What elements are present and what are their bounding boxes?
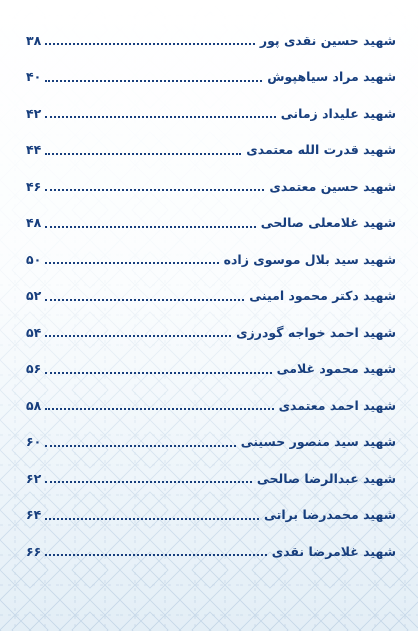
toc-entry-title: شهید حسین معتمدی <box>269 178 396 194</box>
toc-entry-title: شهید غلامرضا نقدی <box>271 543 396 559</box>
dot-leader <box>45 116 276 118</box>
toc-entry-page-number: ۵۲ <box>26 288 42 304</box>
toc-entry[interactable] <box>26 460 396 497</box>
toc-entry-page-number: ۶۲ <box>26 470 42 486</box>
toc-entry-title: شهید سید منصور حسینی <box>240 434 396 450</box>
dot-leader <box>45 408 273 410</box>
toc-entry[interactable] <box>26 387 396 424</box>
toc-entry-page-number: ۶۶ <box>26 543 42 559</box>
toc-entry[interactable] <box>26 95 396 132</box>
dot-leader <box>45 189 264 191</box>
toc-entry[interactable] <box>26 424 396 461</box>
toc-entry-title: شهید احمد خواجه گودرزی <box>236 324 396 340</box>
dot-leader <box>45 554 266 556</box>
dot-leader <box>45 518 259 520</box>
dot-leader <box>45 445 235 447</box>
toc-entry[interactable] <box>26 205 396 242</box>
toc-entry-title: شهید دکتر محمود امینی <box>249 288 396 304</box>
toc-entry-page-number: ۴۴ <box>26 142 42 158</box>
toc-entry-title: شهید عبدالرضا صالحی <box>256 470 396 486</box>
dot-leader <box>45 335 231 337</box>
toc-entry-page-number: ۶۰ <box>26 434 42 450</box>
dot-leader <box>45 153 241 155</box>
toc-entry-page-number: ۴۲ <box>26 105 42 121</box>
toc-entry[interactable] <box>26 497 396 534</box>
toc-entry[interactable] <box>26 241 396 278</box>
dot-leader <box>45 299 244 301</box>
toc-entry-page-number: ۴۶ <box>26 178 42 194</box>
toc-entry[interactable] <box>26 314 396 351</box>
toc-entry-title: شهید سید بلال موسوی زاده <box>223 251 396 267</box>
toc-entry-page-number: ۵۶ <box>26 361 42 377</box>
dot-leader <box>45 372 271 374</box>
toc-entry-title: شهید قدرت الله معتمدی <box>246 142 396 158</box>
dot-leader <box>45 226 255 228</box>
toc-entry[interactable] <box>26 278 396 315</box>
toc-entry-title: شهید علیداد زمانی <box>280 105 396 121</box>
toc-entry[interactable] <box>26 22 396 59</box>
dot-leader <box>45 80 262 82</box>
dot-leader <box>45 43 255 45</box>
toc-entry-title: شهید احمد معتمدی <box>278 397 396 413</box>
toc-entry[interactable] <box>26 59 396 96</box>
dot-leader <box>45 481 252 483</box>
toc-entry-page-number: ۵۸ <box>26 397 42 413</box>
toc-entry-title: شهید مراد سیاهپوش <box>267 69 396 85</box>
toc-entry-page-number: ۵۰ <box>26 251 42 267</box>
toc-entry-title: شهید محمود غلامی <box>276 361 396 377</box>
table-of-contents <box>26 22 396 570</box>
dot-leader <box>45 262 218 264</box>
toc-entry-title: شهید غلامعلی صالحی <box>260 215 396 231</box>
toc-entry-page-number: ۴۰ <box>26 69 42 85</box>
toc-entry[interactable] <box>26 132 396 169</box>
toc-entry[interactable] <box>26 351 396 388</box>
toc-entry[interactable] <box>26 533 396 570</box>
toc-entry-page-number: ۴۸ <box>26 215 42 231</box>
toc-entry-title: شهید حسین نقدی پور <box>259 32 396 48</box>
toc-entry-page-number: ۵۴ <box>26 324 42 340</box>
toc-entry-page-number: ۳۸ <box>26 32 42 48</box>
toc-entry[interactable] <box>26 168 396 205</box>
toc-entry-title: شهید محمدرضا براتی <box>264 507 396 523</box>
toc-entry-page-number: ۶۴ <box>26 507 42 523</box>
